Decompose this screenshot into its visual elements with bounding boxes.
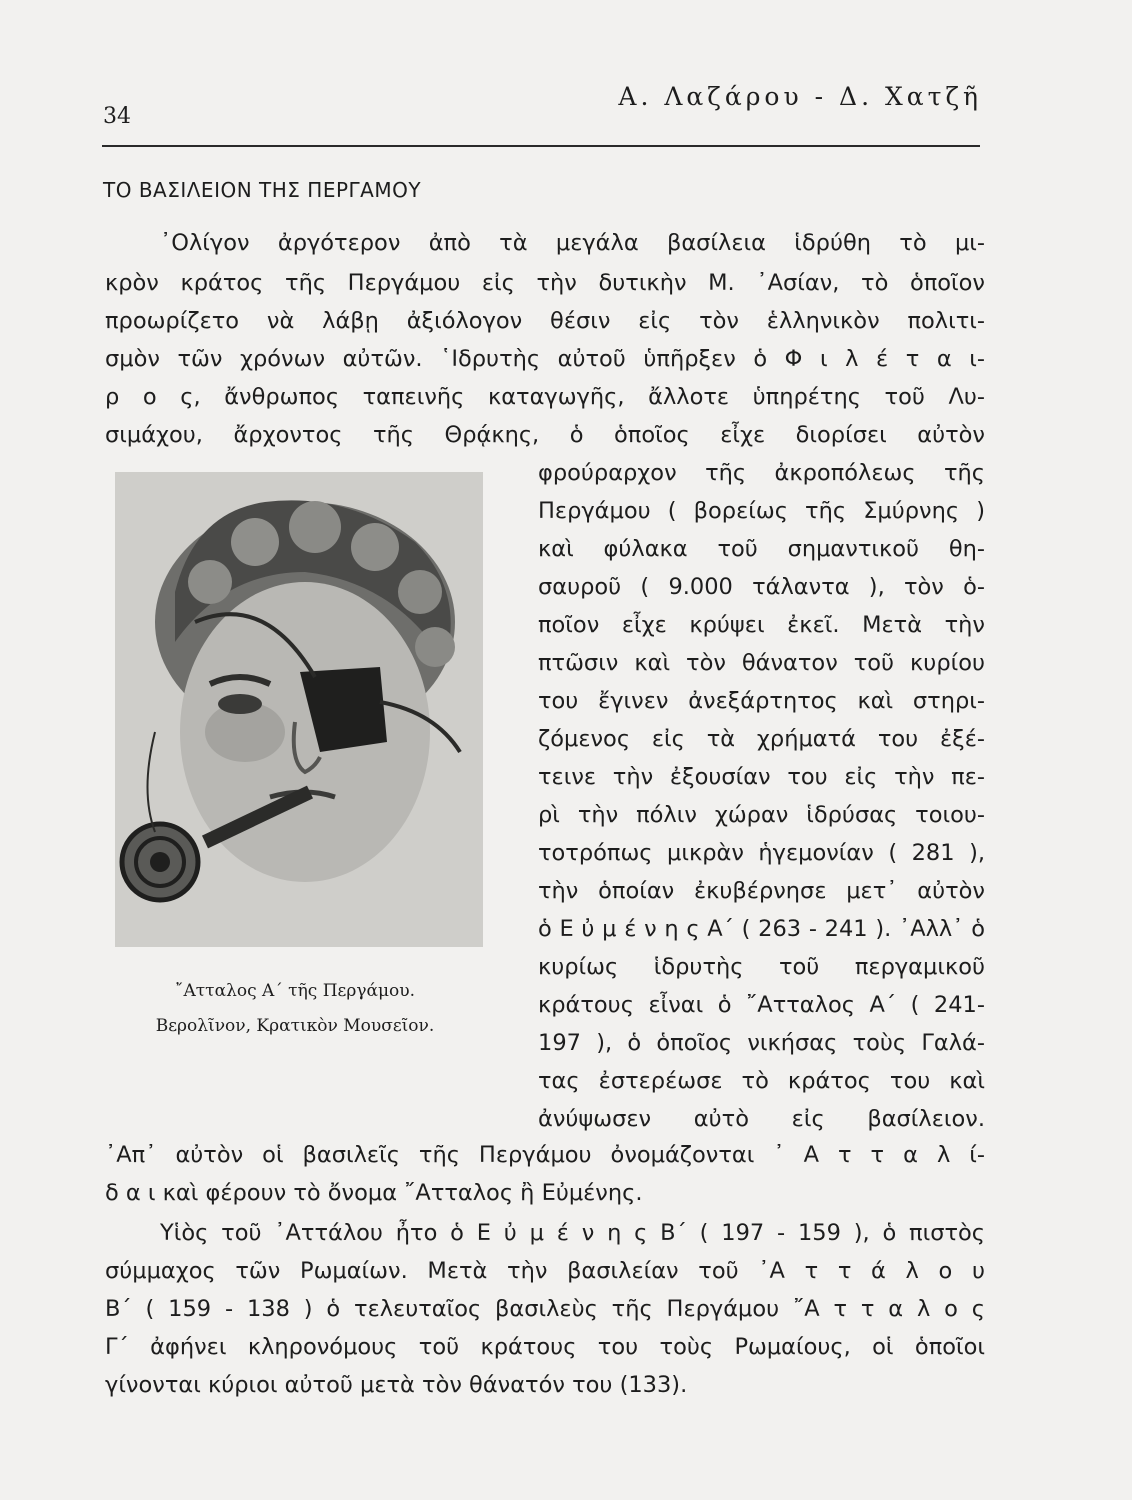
paragraph-line: ποῖον εἶχε κρύψει ἐκεῖ. Μετὰ τὴν (538, 612, 985, 638)
header-rule (102, 145, 980, 147)
paragraph-line: ᾿Ολίγον ἀργότερον ἀπὸ τὰ μεγάλα βασίλεια ἱδρύθη τὸ μι- (160, 230, 985, 256)
paragraph-line: φρούραρχον τῆς ἀκροπόλεως τῆς (538, 460, 985, 486)
paragraph-line: κυρίως ἱδρυτὴς τοῦ περγαμικοῦ (538, 954, 985, 980)
page-number: 34 (103, 104, 131, 129)
paragraph-line: ἀνύψωσεν αὐτὸ εἰς βασίλειον. (538, 1106, 985, 1132)
paragraph-line: 197 ), ὁ ὁποῖος νικήσας τοὺς Γαλά- (538, 1030, 985, 1056)
paragraph-line: τας ἐστερέωσε τὸ κράτος του καὶ (538, 1068, 985, 1094)
paragraph-line: Γ΄ ἀφήνει κληρονόμους τοῦ κράτους του τοὺς Ρωμαίους, οἱ ὁποῖοι (105, 1334, 985, 1360)
paragraph-line: γίνονται κύριοι αὐτοῦ μετὰ τὸν θάνατόν του (133). (105, 1372, 688, 1398)
paragraph-line: τὴν ὁποίαν ἐκυβέρνησε μετ᾿ αὐτὸν (538, 878, 985, 904)
paragraph-line: Υἱὸς τοῦ ᾿Αττάλου ἦτο ὁ Ε ὐ μ έ ν η ς Β΄ ( 197 - 159 ), ὁ πιστὸς (160, 1220, 985, 1246)
paragraph-line: σιμάχου, ἄρχοντος τῆς Θρᾴκης, ὁ ὁποῖος εἶχε διορίσει αὐτὸν (105, 422, 985, 448)
paragraph-line: Β΄ ( 159 - 138 ) ὁ τελευταῖος βασιλεὺς τῆς Περγάμου ῎Α τ τ α λ ο ς (105, 1296, 985, 1322)
paragraph-line: κρὸν κράτος τῆς Περγάμου εἰς τὴν δυτικὴν Μ. ᾿Ασίαν, τὸ ὁποῖον (105, 270, 985, 296)
section-title: ΤΟ ΒΑΣΙΛΕΙΟΝ ΤΗΣ ΠΕΡΓΑΜΟΥ (103, 178, 422, 202)
paragraph-line: ὁ Ε ὐ μ έ ν η ς Α΄ ( 263 - 241 ). ᾿Αλλ᾿ ὁ (538, 916, 985, 942)
paragraph-line: σύμμαχος τῶν Ρωμαίων. Μετὰ τὴν βασιλείαν τοῦ ᾿Α τ τ ά λ ο υ (105, 1258, 985, 1284)
paragraph-line: ᾿Απ᾿ αὐτὸν οἱ βασιλεῖς τῆς Περγάμου ὀνομάζονται ᾿ Α τ τ α λ ί- (105, 1142, 985, 1168)
paragraph-line: τεινε τὴν ἐξουσίαν του εἰς τὴν πε- (538, 764, 985, 790)
paragraph-line: κράτους εἶναι ὁ ῎Ατταλος Α΄ ( 241- (538, 992, 985, 1018)
paragraph-line: προωρίζετο νὰ λάβῃ ἀξιόλογον θέσιν εἰς τὸν ἑλληνικὸν πολιτι- (105, 308, 985, 334)
portrait-figure (115, 472, 483, 947)
paragraph-line: σμὸν τῶν χρόνων αὐτῶν. ῾Ιδρυτὴς αὐτοῦ ὑπῆρξεν ὁ Φ ι λ έ τ α ι- (105, 346, 985, 372)
figure-caption: ῎Ατταλος Α΄ τῆς Περγάμου. (175, 981, 415, 1001)
figure-caption: Βερολῖνον, Κρατικὸν Μουσεῖον. (155, 1016, 435, 1036)
paragraph-line: ρ ο ς, ἄνθρωπος ταπεινῆς καταγωγῆς, ἄλλοτε ὑπηρέτης τοῦ Λυ- (105, 384, 985, 410)
paragraph-line: σαυροῦ ( 9.000 τάλαντα ), τὸν ὁ- (538, 574, 985, 600)
paragraph-line: ζόμενος εἰς τὰ χρήματά του ἐξέ- (538, 726, 985, 752)
paragraph-line: τοτρόπως μικρὰν ἡγεμονίαν ( 281 ), (538, 840, 985, 866)
paragraph-line: ρὶ τὴν πόλιν χώραν ἱδρύσας τοιου- (538, 802, 985, 828)
running-head: Α. Λαζάρου - Δ. Χατζῆ (618, 82, 982, 111)
paragraph-line: καὶ φύλακα τοῦ σημαντικοῦ θη- (538, 536, 985, 562)
paragraph-line: πτῶσιν καὶ τὸν θάνατον τοῦ κυρίου (538, 650, 985, 676)
paragraph-line: δ α ι καὶ φέρουν τὸ ὄνομα ῎Ατταλος ἢ Εὐμένης. (105, 1180, 643, 1206)
paragraph-line: του ἔγινεν ἀνεξάρτητος καὶ στηρι- (538, 688, 985, 714)
paragraph-line: Περγάμου ( βορείως τῆς Σμύρνης ) (538, 498, 985, 524)
